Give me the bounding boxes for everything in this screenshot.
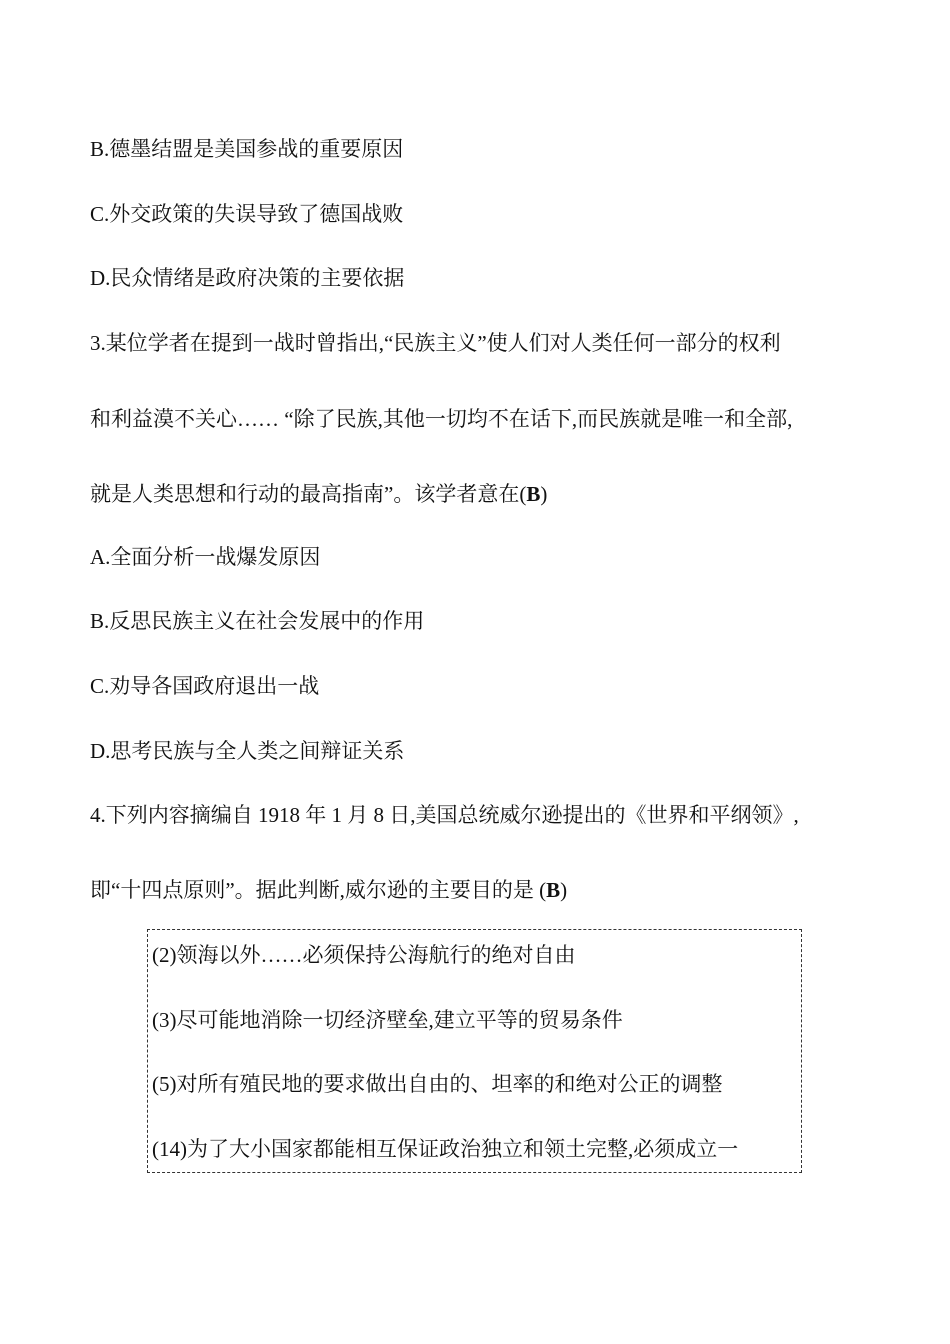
- q2-option-d: D.民众情绪是政府决策的主要依据: [90, 266, 405, 290]
- q3-stem-close: ): [540, 482, 548, 506]
- q3-stem-text: 就是人类思想和行动的最高指南”。该学者意在(: [90, 482, 527, 506]
- material-item-2: (2)领海以外……必须保持公海航行的绝对自由: [152, 943, 576, 967]
- q3-answer: B: [526, 482, 541, 506]
- q3-option-c: C.劝导各国政府退出一战: [90, 674, 320, 698]
- q4-stem-text: 即“十四点原则”。据此判断,威尔逊的主要目的是 (: [90, 878, 547, 902]
- q2-option-c: C.外交政策的失误导致了德国战败: [90, 202, 404, 226]
- material-item-3: (3)尽可能地消除一切经济壁垒,建立平等的贸易条件: [152, 1008, 623, 1032]
- q3-option-a: A.全面分析一战爆发原因: [90, 545, 321, 569]
- q2-option-b: B.德墨结盟是美国参战的重要原因: [90, 137, 404, 161]
- q4-answer: B: [546, 878, 561, 902]
- material-item-14: (14)为了大小国家都能相互保证政治独立和领土完整,必须成立一: [152, 1137, 739, 1161]
- q3-option-b: B.反思民族主义在社会发展中的作用: [90, 609, 425, 633]
- q3-stem-line-1: 3.某位学者在提到一战时曾指出,“民族主义”使人们对人类任何一部分的权利: [90, 331, 781, 355]
- q3-stem-line-2: 和利益漠不关心…… “除了民族,其他一切均不在话下,而民族就是唯一和全部,: [90, 407, 793, 431]
- q4-stem-line-1: 4.下列内容摘编自 1918 年 1 月 8 日,美国总统威尔逊提出的《世界和平纲领》,: [90, 803, 799, 827]
- q4-stem-close: ): [560, 878, 568, 902]
- material-item-5: (5)对所有殖民地的要求做出自由的、坦率的和绝对公正的调整: [152, 1072, 723, 1096]
- q3-stem-line-3: [90, 479, 547, 509]
- material-box: [147, 929, 802, 1173]
- q4-stem-line-2: [90, 875, 567, 905]
- q3-option-d: D.思考民族与全人类之间辩证关系: [90, 739, 405, 763]
